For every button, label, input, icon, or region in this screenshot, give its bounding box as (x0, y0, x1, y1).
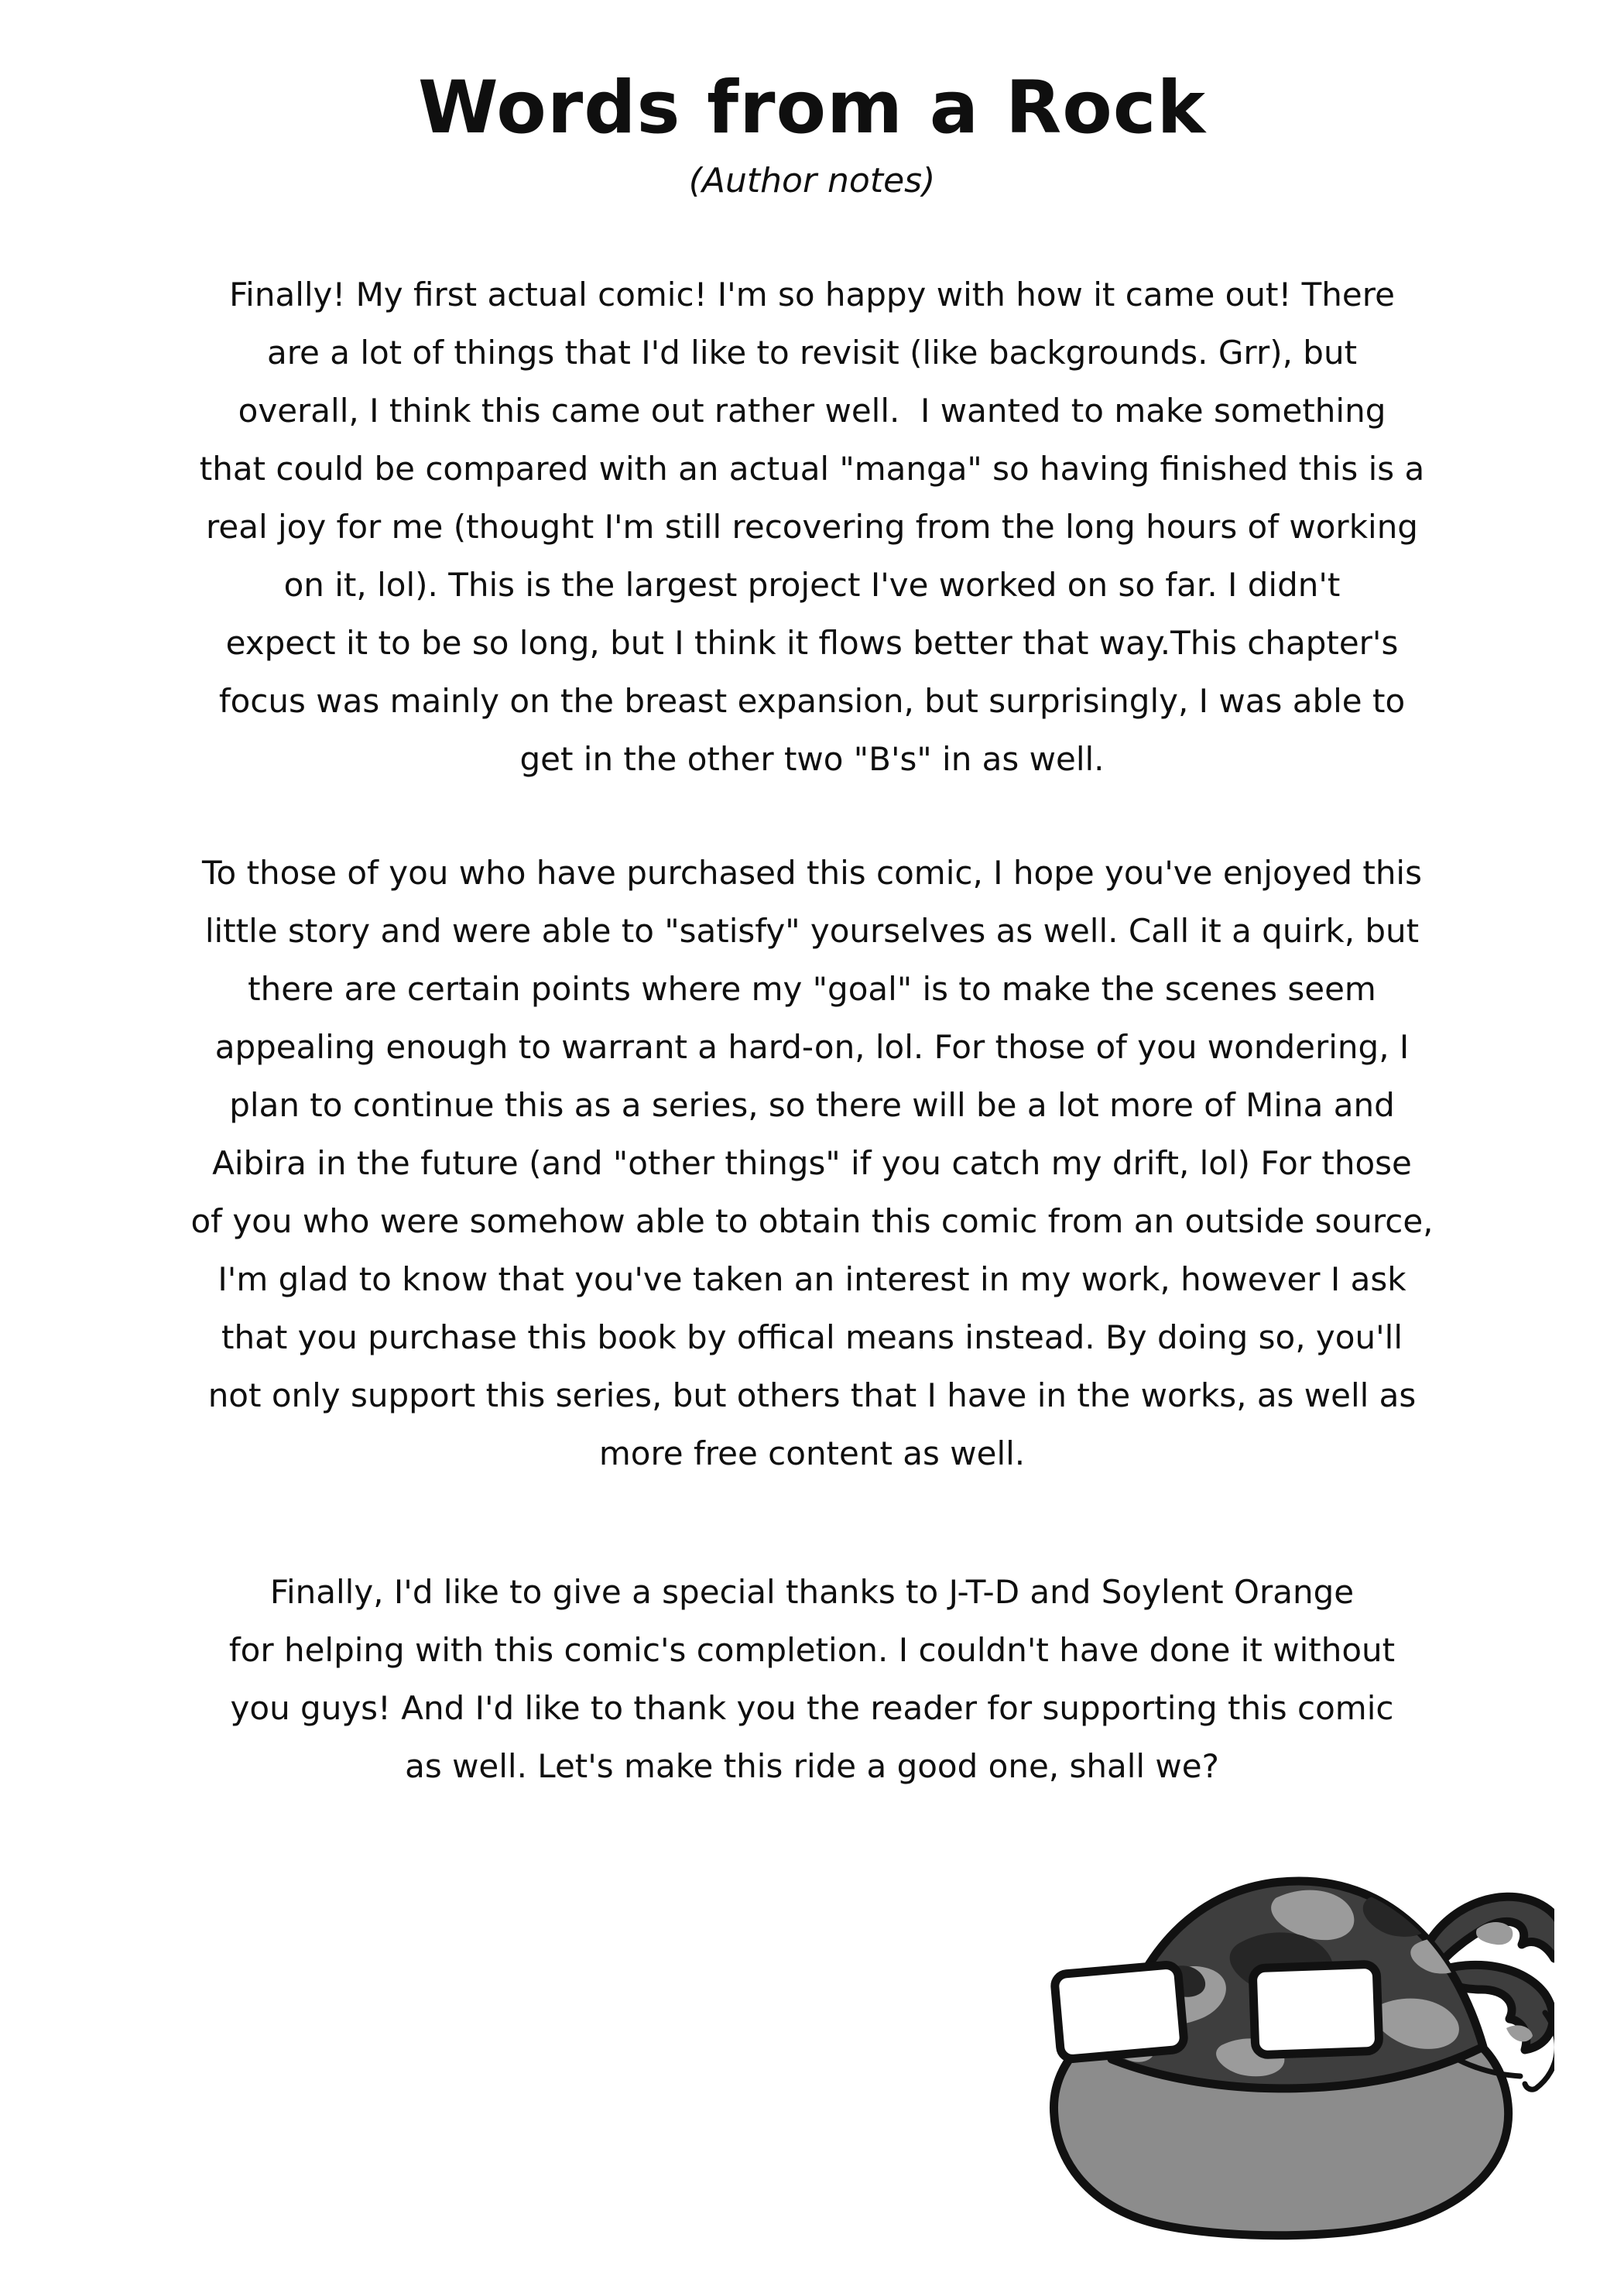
rock-outline-group (1054, 1881, 1554, 2236)
page-title: Words from a Rock (417, 66, 1207, 150)
paragraph-intro: Finally! My first actual comic! I'm so happy with how it came out! There are a lot of things that I'd like to revisit (like backgrounds. Grr), but overall, I think this came out rather well. I wanted to make something that could be compared with an actual "manga" so having finished this is a real joy for me (thought I'm still recovering from the long hours of working on it, lol). This is the largest project I've worked on so far. I didn't expect it to be so long, but I think it flows better that way.This chapter's focus was mainly on the breast expansion, but surprisingly, I was able to get in the other two "B's" in as well. (199, 276, 1425, 779)
rock-mascot-illustration (1043, 1852, 1554, 2254)
page-subtitle: (Author notes) (688, 161, 936, 201)
paragraph-thanks-readers: To those of you who have purchased this comic, I hope you've enjoyed this little story and were able to "satisfy" yourselves as well. Call it a quirk, but there are certain points where my "goal" is to make the scenes seem appealing enough to warrant a hard-on, lol. For those of you wondering, I plan to continue this as a series, so there will be a lot more of Mina and Aibira in the future (and "other things" if you catch my drift, lol) For those of you who were somehow able to obtain this comic from an outside source, I'm glad to know that you've taken an interest in my work, however I ask that you purchase this book by offical means instead. By doing so, you'll not only support this series, but others that I have in the works, as well as more free content as well. (190, 854, 1434, 1473)
left-lens (1054, 1964, 1185, 2060)
right-lens (1252, 1964, 1379, 2055)
paragraph-special-thanks: Finally, I'd like to give a special thanks to J-T-D and Soylent Orange for helping with this comic's completion. I couldn't have done it without you guys! And I'd like to thank you the reader for supporting this comic as well. Let's make this ride a good one, shall we? (228, 1573, 1396, 1786)
